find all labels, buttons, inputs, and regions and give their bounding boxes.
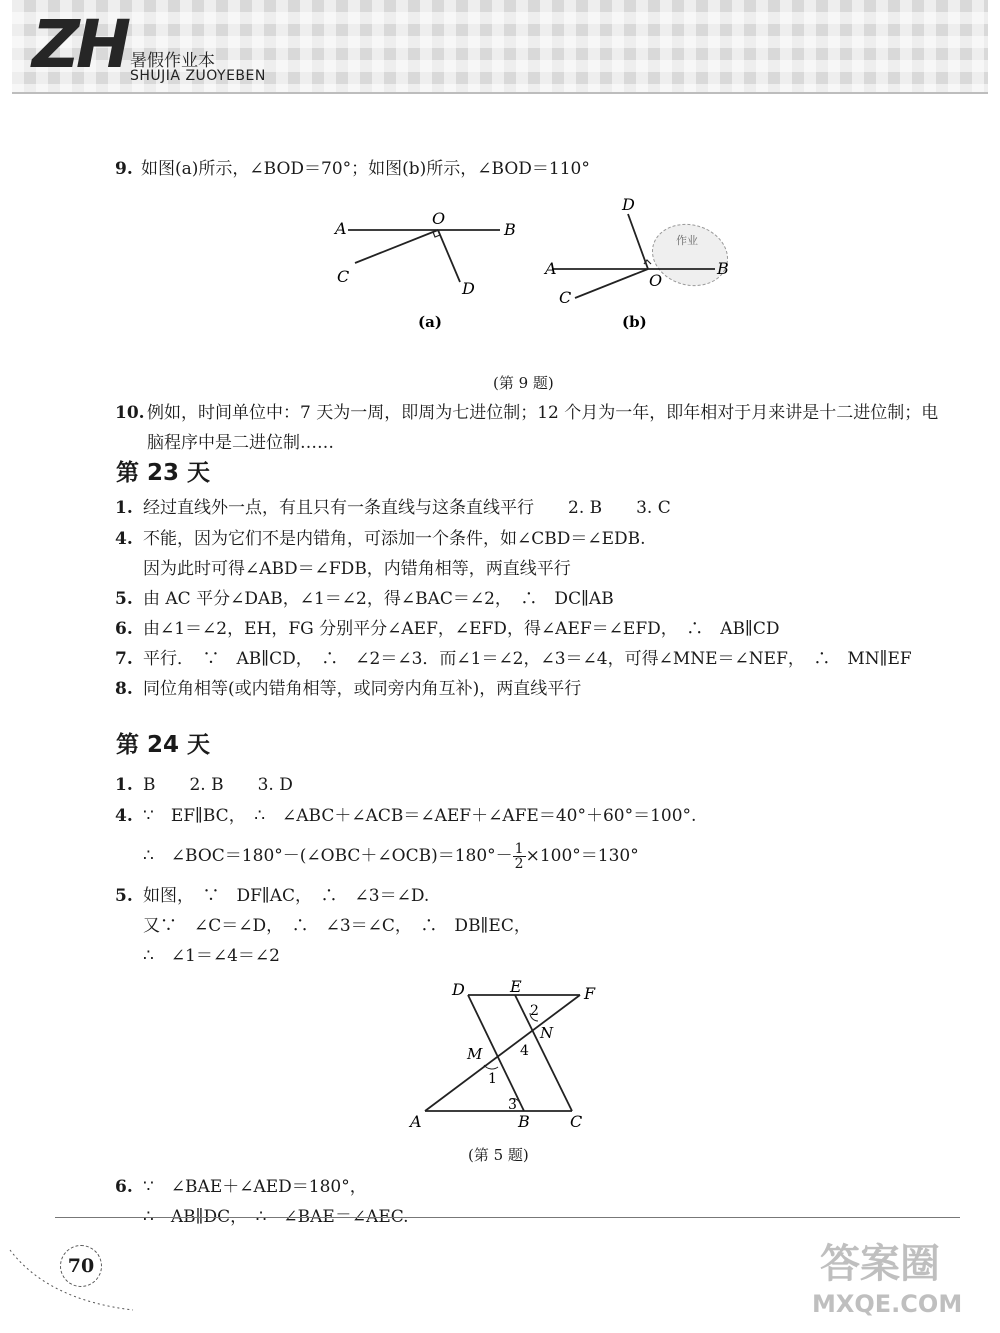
- watermark-logo: 答案圈: [820, 1241, 940, 1287]
- fig9a-caption: (a): [418, 313, 442, 331]
- section-day-24-title: 第 24 天: [116, 732, 211, 758]
- page-number: 70: [60, 1245, 102, 1287]
- q9-number: 9.: [115, 159, 133, 179]
- q10-text-1: 例如，时间单位中：7 天为一周，即周为七进位制；12 个月为一年，即年相对于月来讲是十二进位制；电: [147, 403, 939, 423]
- fig5-label-D: D: [452, 980, 465, 999]
- day24-item-4-cont: ∴ ∠BOC＝180°－(∠OBC＋∠OCB)＝180°－ $\frac{1}{2}$ ×100°＝130°: [143, 841, 639, 872]
- fig5-angle-4: 4: [520, 1043, 529, 1059]
- page-header: [12, 0, 988, 94]
- day24-item-5-cont-1: 又∵ ∠C＝∠D， ∴ ∠3＝∠C， ∴ DB∥EC，: [143, 916, 531, 936]
- fig5-label-A: A: [410, 1112, 422, 1131]
- day23-item-4-cont: 因为此时可得∠ABD＝∠FDB，内错角相等，两直线平行: [143, 559, 571, 579]
- fig5-caption: (第 5 题): [468, 1146, 529, 1164]
- day24-item-4: 4. ∵ EF∥BC， ∴ ∠ABC＋∠ACB＝∠AEF＋∠AFE＝40°＋60°＝100°.: [115, 806, 697, 826]
- q10-text-2: 脑程序中是二进位制……: [147, 433, 334, 453]
- q10-line1: [115, 402, 938, 424]
- day23-item-4: 4. 不能，因为它们不是内错角，可添加一个条件，如∠CBD＝∠EDB.: [115, 529, 646, 549]
- fig9a-label-A: A: [335, 219, 347, 238]
- figure-9: [320, 190, 760, 370]
- header-title-cn: 暑假作业本: [130, 51, 215, 71]
- fig9b-caption: (b): [622, 313, 647, 331]
- fig9b-label-A: A: [545, 259, 557, 278]
- fig5-angle-1: 1: [488, 1071, 497, 1087]
- fig5-label-E: E: [510, 977, 522, 996]
- fig5-label-B: B: [518, 1112, 530, 1131]
- fig9a-label-B: B: [504, 220, 516, 239]
- fig9b-label-O: O: [649, 271, 663, 290]
- day24-item-5-cont-2: ∴ ∠1＝∠4＝∠2: [143, 946, 280, 966]
- fig9a-label-D: D: [462, 279, 475, 298]
- header-title-en: SHUJIA ZUOYEBEN: [130, 68, 266, 84]
- day24-item-6-cont: ∴ AB∥DC， ∴ ∠BAE＝∠AEC.: [143, 1207, 409, 1227]
- day24-item-6: 6. ∵ ∠BAE＋∠AED＝180°，: [115, 1177, 367, 1197]
- fig9b-label-C: C: [559, 288, 572, 307]
- q9-text: 如图(a)所示，∠BOD＝70°；如图(b)所示，∠BOD＝110°: [141, 159, 590, 179]
- fig5-label-F: F: [584, 984, 596, 1003]
- figure-9b: [543, 195, 734, 331]
- fig9-caption: (第 9 题): [493, 374, 554, 392]
- day23-item-6: 6. 由∠1＝∠2，EH，FG 分别平分∠AEF，∠EFD，得∠AEF＝∠EFD， ∴ AB∥CD: [115, 619, 780, 639]
- day23-item-7: 7. 平行． ∵ AB∥CD， ∴ ∠2＝∠3．而∠1＝∠2，∠3＝∠4，可得∠MNE＝∠NEF， ∴ MN∥EF: [115, 649, 912, 669]
- day24-item-5: 5. 如图， ∵ DF∥AC， ∴ ∠3＝∠D.: [115, 886, 430, 906]
- fraction-one-half: $\frac{1}{2}$: [514, 841, 524, 872]
- q9-line: [115, 158, 590, 180]
- fig5-label-N: N: [540, 1024, 554, 1042]
- fig5-angle-2: 2: [530, 1003, 539, 1019]
- fig9a-label-C: C: [337, 267, 350, 286]
- fig5-label-C: C: [570, 1112, 583, 1131]
- day23-item-1: 1. 经过直线外一点，有且只有一条直线与这条直线平行 2. B 3. C: [115, 498, 671, 518]
- fig9b-label-B: B: [717, 259, 729, 278]
- day24-item-1: 1. B 2. B 3. D: [115, 775, 293, 795]
- watermark-url: MXQE.COM: [812, 1290, 963, 1318]
- fig5-label-M: M: [467, 1045, 483, 1063]
- section-day-23-title: 第 23 天: [116, 460, 211, 486]
- fig9a-label-O: O: [432, 209, 446, 228]
- day23-item-8: 8. 同位角相等(或内错角相等，或同旁内角互补)，两直线平行: [115, 679, 582, 699]
- stamp-text: 作业: [676, 234, 698, 247]
- footer-rule: [55, 1217, 960, 1218]
- q10-number: 10.: [115, 403, 145, 423]
- day23-item-5: 5. 由 AC 平分∠DAB，∠1＝∠2，得∠BAC＝∠2， ∴ DC∥AB: [115, 589, 614, 609]
- figure-9a: [333, 209, 516, 331]
- header-logo: ZH: [32, 6, 128, 83]
- fig5-angle-3: 3: [508, 1097, 517, 1113]
- figure-5: [400, 975, 610, 1135]
- fig9b-label-D: D: [622, 195, 635, 214]
